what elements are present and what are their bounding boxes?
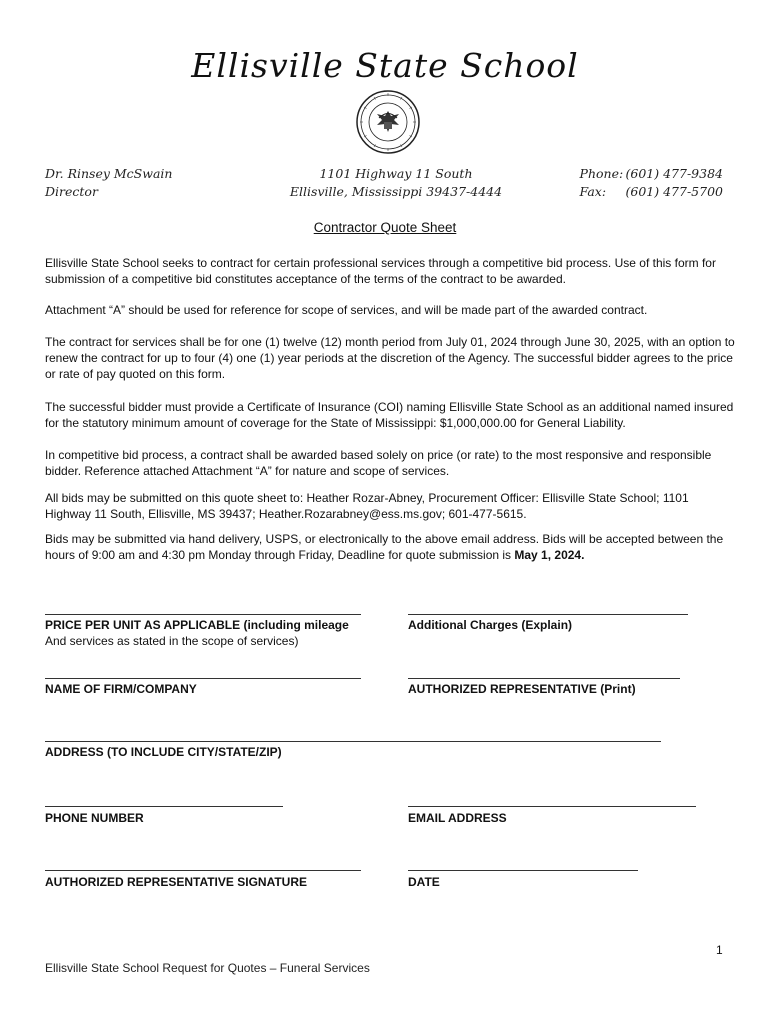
school-name-heading: Ellisville State School (191, 46, 579, 85)
price-sublabel: And services as stated in the scope of services) (45, 634, 299, 648)
rep-print-label: AUTHORIZED REPRESENTATIVE (Print) (408, 682, 636, 696)
phone-input-line[interactable] (45, 806, 283, 807)
address-line-2: Ellisville, Mississippi 39437-4444 (289, 184, 503, 199)
deadline-date: May 1, 2024. (514, 548, 585, 562)
phone-label: Phone: (579, 166, 624, 181)
additional-charges-input-line[interactable] (408, 614, 688, 615)
paragraph-insurance: The successful bidder must provide a Certificate of Insurance (COI) naming Ellisville State School as an additional named insured for the statutory minimum amount of coverage for the State of Mississippi: $1,000,000.00 for General Liability. (45, 400, 734, 430)
signature-input-line[interactable] (45, 870, 361, 871)
date-input-line[interactable] (408, 870, 638, 871)
address-line-1: 1101 Highway 11 South (319, 166, 473, 181)
page-footer: Ellisville State School Request for Quotes – Funeral Services (45, 961, 370, 975)
fax-value: (601) 477-5700 (625, 184, 723, 199)
paragraph-deadline (45, 531, 735, 563)
address-input-line[interactable] (45, 741, 661, 742)
page-number: 1 (716, 943, 723, 957)
rep-print-input-line[interactable] (408, 678, 680, 679)
paragraph-contract-period: The contract for services shall be for one (1) twelve (12) month period from July 01, 2024 through June 30, 2025, with an option to renew the contract for up to four (4) one (1) year periods at the discretion of the Agency. The successful bidder agrees to the price or rate of pay quoted on this form. (45, 335, 735, 381)
email-input-line[interactable] (408, 806, 696, 807)
address-label: ADDRESS (TO INCLUDE CITY/STATE/ZIP) (45, 745, 282, 759)
date-label: DATE (408, 875, 440, 889)
price-label: PRICE PER UNIT AS APPLICABLE (including mileage (45, 618, 349, 632)
email-address-label: EMAIL ADDRESS (408, 811, 507, 825)
contact-block (580, 165, 723, 201)
fax-label: Fax: (579, 184, 607, 199)
paragraph-submission-contact: All bids may be submitted on this quote sheet to: Heather Rozar-Abney, Procurement Officer: Ellisville State School; 1101 Highway 11 South, Ellisville, MS 39437; Heather.Rozarabney@ess.ms.gov; 601-477-5615. (45, 491, 689, 521)
state-seal-icon (355, 89, 421, 155)
phone-number-label: PHONE NUMBER (45, 811, 144, 825)
director-name: Dr. Rinsey McSwain (45, 166, 173, 181)
director-title: Director (45, 184, 98, 199)
firm-label: NAME OF FIRM/COMPANY (45, 682, 197, 696)
paragraph-award-basis: In competitive bid process, a contract shall be awarded based solely on price (or rate) to the most responsive and responsible bidder. Reference attached Attachment “A” for nature and scope of services. (45, 448, 712, 478)
paragraph-attachment: Attachment “A” should be used for reference for scope of services, and will be made part of the awarded contract. (45, 303, 648, 317)
document-title: Contractor Quote Sheet (313, 220, 457, 235)
phone-value: (601) 477-9384 (625, 166, 723, 181)
deadline-text: Bids may be submitted via hand delivery, USPS, or electronically to the above email address. Bids will be accepted between the hours of 9:00 am and 4:30 pm Monday through Friday, Deadline for quote submission is (45, 532, 724, 562)
paragraph-intro: Ellisville State School seeks to contract for certain professional services through a competitive bid process. Use of this form for submission of a competitive bid constitutes acceptance of the terms of the contract to be awarded. (45, 256, 716, 286)
firm-input-line[interactable] (45, 678, 361, 679)
additional-charges-label: Additional Charges (Explain) (408, 618, 573, 632)
price-input-line[interactable] (45, 614, 361, 615)
signature-label: AUTHORIZED REPRESENTATIVE SIGNATURE (45, 875, 308, 889)
